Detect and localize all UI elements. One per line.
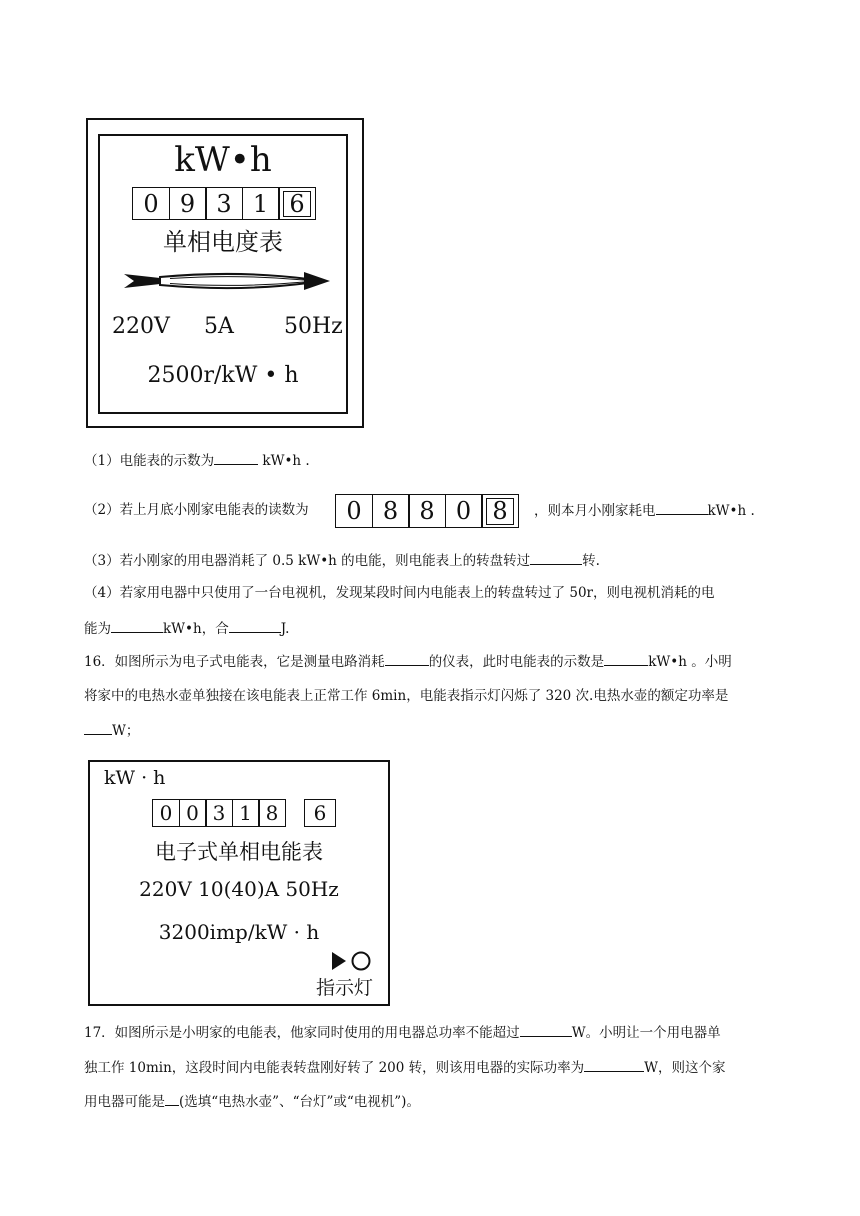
problem-17-line2-prefix: 独工作 10min，这段时间内电能表转盘刚好转了 200 转，则该用电器的实际功率为 — [84, 1060, 585, 1076]
problem-17-line2-suffix: W，则这个家 — [644, 1060, 726, 1076]
question-2-digit: 0 — [335, 494, 373, 528]
meter2-digit: 3 — [205, 799, 233, 827]
question-4-line2-prefix: 能为 — [84, 621, 111, 637]
problem-16-line2: 将家中的电热水壶单独接在该电能表上正常工作 6min，电能表指示灯闪烁了 320 次.电热水壶的额定功率是 — [84, 688, 729, 704]
answer-blank[interactable] — [165, 1091, 179, 1106]
meter2-decimal-digits — [304, 799, 336, 827]
meter2-digit: 1 — [232, 799, 260, 827]
meter1-digit: 0 — [132, 187, 170, 220]
answer-blank[interactable] — [604, 651, 648, 666]
meter1-unit: kW•h — [174, 140, 272, 180]
problem-16-line1-mid: 的仪表，此时电能表的示数是 — [428, 654, 605, 670]
meter1-digit: 9 — [169, 187, 207, 220]
question-2-middle: ，则本月小刚家耗电 — [534, 503, 656, 519]
problem-16-line3 — [84, 720, 139, 741]
meter2-digit: 0 — [152, 799, 180, 827]
question-1-suffix: kW•h . — [258, 453, 310, 469]
meter1-current: 5A — [204, 314, 234, 339]
question-3 — [84, 550, 600, 571]
problem-17-line1 — [84, 1022, 721, 1043]
question-2-digit: 8 — [372, 494, 410, 528]
problem-16-line1-suffix: kW•h 。小明 — [648, 654, 732, 670]
problem-17-line3-prefix: 用电器可能是 — [84, 1094, 165, 1110]
question-4-line1: （4）若家用电器中只使用了一台电视机，发现某段时间内电能表上的转盘转过了 50r，则电视机消耗的电 — [84, 585, 715, 601]
question-4-line2-mid: kW•h，合 — [163, 621, 229, 637]
meter2-indicator-label: 指示灯 — [316, 977, 374, 999]
question-2-digit: 0 — [445, 494, 483, 528]
problem-17-line1-prefix: 17．如图所示是小明家的电能表，他家同时使用的用电器总功率不能超过 — [84, 1025, 520, 1041]
answer-blank[interactable] — [520, 1022, 572, 1037]
problem-16-line3-suffix: W； — [112, 723, 140, 739]
meter2-decimal-digit: 6 — [304, 799, 336, 827]
answer-blank[interactable] — [229, 618, 281, 633]
meter2-digits — [152, 799, 286, 827]
problem-17-line2 — [84, 1057, 726, 1078]
problem-17-line3 — [84, 1091, 420, 1112]
meter2-digit: 8 — [258, 799, 286, 827]
answer-blank[interactable] — [584, 1057, 644, 1072]
meter1-digit: 1 — [242, 187, 280, 220]
answer-blank[interactable] — [214, 450, 258, 465]
meter2-spec: 220V 10(40)A 50Hz — [139, 877, 339, 901]
meter1-digits — [132, 187, 316, 220]
meter2-constant: 3200imp/kW · h — [158, 920, 320, 944]
meter1-name: 单相电度表 — [163, 228, 283, 256]
question-3-suffix: 转. — [582, 553, 600, 569]
question-2-rest — [534, 500, 755, 521]
question-4-line2 — [84, 618, 289, 639]
meter1-decimal-digit — [278, 187, 316, 220]
meter2-unit: kW · h — [104, 767, 166, 789]
indicator-light-icon — [330, 950, 374, 972]
question-2-decimal-digit-value: 8 — [486, 498, 514, 525]
question-2-digit: 8 — [408, 494, 446, 528]
problem-16-line1-prefix: 16．如图所示为电子式电能表，它是测量电路消耗 — [84, 654, 385, 670]
meter2-digit: 0 — [179, 799, 207, 827]
answer-blank[interactable] — [385, 651, 429, 666]
meter1-digit: 3 — [205, 187, 243, 220]
problem-17-line3-suffix: (选填“电热水壶”、“台灯”或“电视机”)。 — [179, 1094, 420, 1110]
answer-blank[interactable] — [656, 500, 708, 515]
question-2-meter-digits — [335, 494, 519, 528]
question-1-prefix: （1）电能表的示数为 — [84, 453, 215, 469]
question-2-suffix: kW•h . — [707, 503, 755, 519]
question-1 — [84, 450, 310, 471]
question-4-line2-suffix: J. — [280, 621, 290, 637]
answer-blank[interactable] — [530, 550, 582, 565]
meter1-voltage: 220V — [112, 314, 170, 339]
meter1-frequency: 50Hz — [284, 314, 343, 339]
answer-blank[interactable] — [111, 618, 163, 633]
meter1-constant: 2500r/kW • h — [147, 363, 299, 388]
question-3-prefix: （3）若小刚家的用电器消耗了 0.5 kW•h 的电能，则电能表上的转盘转过 — [84, 553, 531, 569]
meter1-decimal-digit-value: 6 — [283, 191, 311, 217]
question-2-decimal-digit — [481, 494, 519, 528]
problem-17-line1-suffix: W。小明让一个用电器单 — [571, 1025, 721, 1041]
question-2-prefix: （2）若上月底小刚家电能表的读数为 — [84, 502, 309, 518]
problem-16-line1 — [84, 651, 732, 672]
answer-blank[interactable] — [84, 720, 112, 735]
meter1-pointer-arrow-icon — [118, 266, 332, 296]
meter2-name: 电子式单相电能表 — [155, 840, 323, 864]
